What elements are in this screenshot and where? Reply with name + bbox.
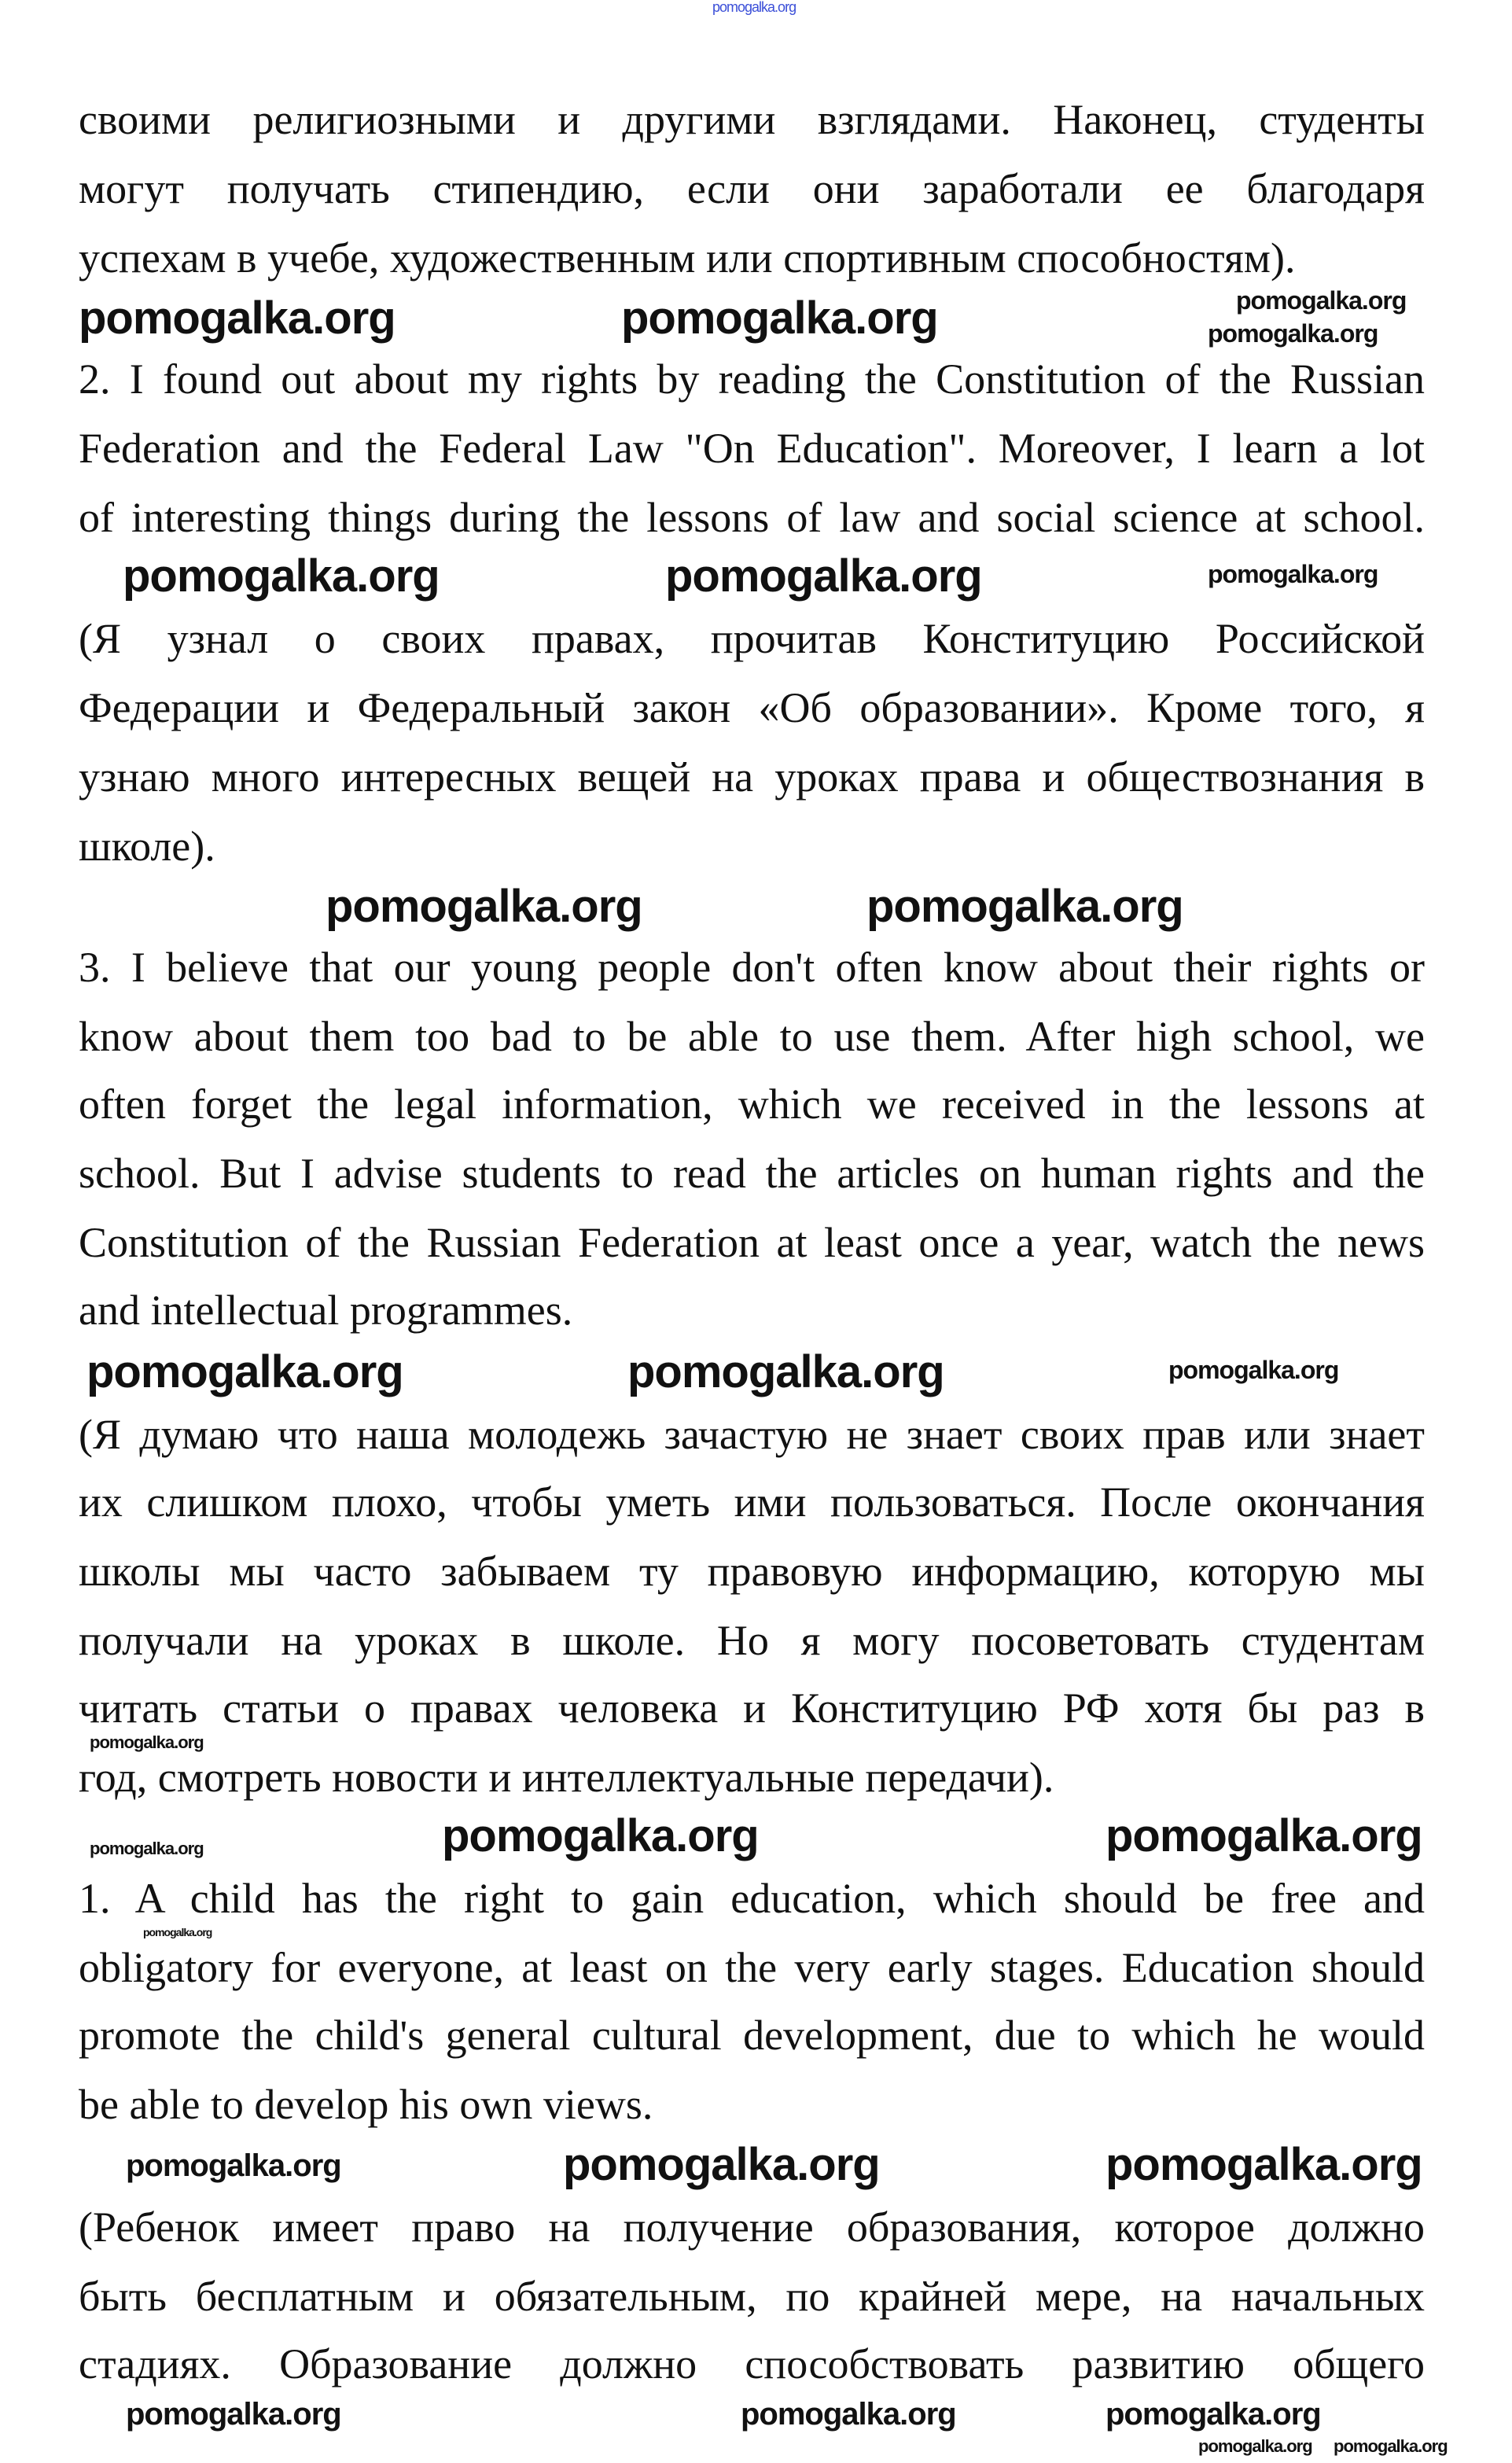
text-line: их слишком плохо, чтобы уметь ими пользоваться. После окончания	[79, 1478, 1425, 1526]
text-line: (Я узнал о своих правах, прочитав Конституцию Российской	[79, 615, 1425, 662]
text-line: know about them too bad to be able to use them. After high school, we	[79, 1013, 1425, 1060]
text-line: Federation and the Federal Law "On Education". Moreover, I learn a lot	[79, 425, 1425, 472]
watermark: pomogalka.org	[442, 1810, 759, 1861]
text-line: 2. I found out about my rights by reading the Constitution of the Russian	[79, 355, 1425, 403]
watermark: pomogalka.org	[741, 2397, 956, 2432]
watermark: pomogalka.org	[123, 550, 440, 602]
watermark: pomogalka.org	[866, 881, 1183, 932]
watermark: pomogalka.org	[1198, 2436, 1312, 2456]
text-line: могут получать стипендию, если они заработали ее благодаря	[79, 165, 1425, 212]
watermark: pomogalka.org	[712, 0, 796, 15]
watermark: pomogalka.org	[126, 2148, 341, 2183]
text-line: (Я думаю что наша молодежь зачастую не знает своих прав или знает	[79, 1411, 1425, 1458]
watermark: pomogalka.org	[326, 881, 642, 932]
watermark: pomogalka.org	[86, 1346, 403, 1397]
watermark: pomogalka.org	[126, 2397, 341, 2432]
text-line: 3. I believe that our young people don't often know about their rights or	[79, 944, 1425, 991]
text-line: Constitution of the Russian Federation at least once a year, watch the news	[79, 1219, 1425, 1266]
text-line: читать статьи о правах человека и Конституцию РФ хотя бы раз в	[79, 1684, 1425, 1732]
watermark: pomogalka.org	[1105, 1810, 1422, 1861]
watermark: pomogalka.org	[90, 1839, 204, 1858]
text-line: of interesting things during the lessons of law and social science at school.	[79, 494, 1425, 541]
text-line: быть бесплатным и обязательным, по крайней мере, на начальных	[79, 2273, 1425, 2320]
text-line: be able to develop his own views.	[79, 2081, 653, 2128]
watermark: pomogalka.org	[79, 293, 395, 344]
text-line: school. But I advise students to read the articles on human rights and the	[79, 1150, 1425, 1197]
text-line: успехам в учебе, художественным или спортивным способностям).	[79, 234, 1296, 282]
text-line: школе).	[79, 823, 215, 870]
watermark: pomogalka.org	[1168, 1356, 1339, 1384]
text-line: 1. A child has the right to gain education, which should be free and	[79, 1875, 1425, 1922]
watermark: pomogalka.org	[563, 2139, 880, 2190]
text-line: год, смотреть новости и интеллектуальные передачи).	[79, 1754, 1054, 1801]
text-line: узнаю много интересных вещей на уроках права и обществознания в	[79, 753, 1425, 801]
text-line: often forget the legal information, which we received in the lessons at	[79, 1081, 1425, 1128]
text-line: (Ребенок имеет право на получение образования, которое должно	[79, 2203, 1425, 2251]
text-line: obligatory for everyone, at least on the very early stages. Education should	[79, 1944, 1425, 1991]
watermark: pomogalka.org	[665, 550, 982, 602]
text-line: promote the child's general cultural development, due to which he would	[79, 2012, 1425, 2059]
watermark: pomogalka.org	[143, 1926, 212, 1938]
watermark: pomogalka.org	[627, 1346, 944, 1397]
text-line: получали на уроках в школе. Но я могу посоветовать студентам	[79, 1617, 1425, 1664]
text-line: стадиях. Образование должно способствовать развитию общего	[79, 2340, 1425, 2388]
watermark: pomogalka.org	[1208, 560, 1378, 588]
watermark: pomogalka.org	[621, 293, 938, 344]
text-line: and intellectual programmes.	[79, 1287, 573, 1334]
text-line: Федерации и Федеральный закон «Об образовании». Кроме того, я	[79, 684, 1425, 731]
watermark: pomogalka.org	[1334, 2436, 1448, 2456]
watermark: pomogalka.org	[1236, 286, 1407, 315]
text-line: школы мы часто забываем ту правовую информацию, которую мы	[79, 1548, 1425, 1595]
watermark: pomogalka.org	[90, 1732, 204, 1752]
text-line: своими религиозными и другими взглядами. Наконец, студенты	[79, 96, 1425, 143]
watermark: pomogalka.org	[1105, 2139, 1422, 2190]
watermark: pomogalka.org	[1105, 2397, 1321, 2432]
watermark: pomogalka.org	[1208, 319, 1378, 348]
